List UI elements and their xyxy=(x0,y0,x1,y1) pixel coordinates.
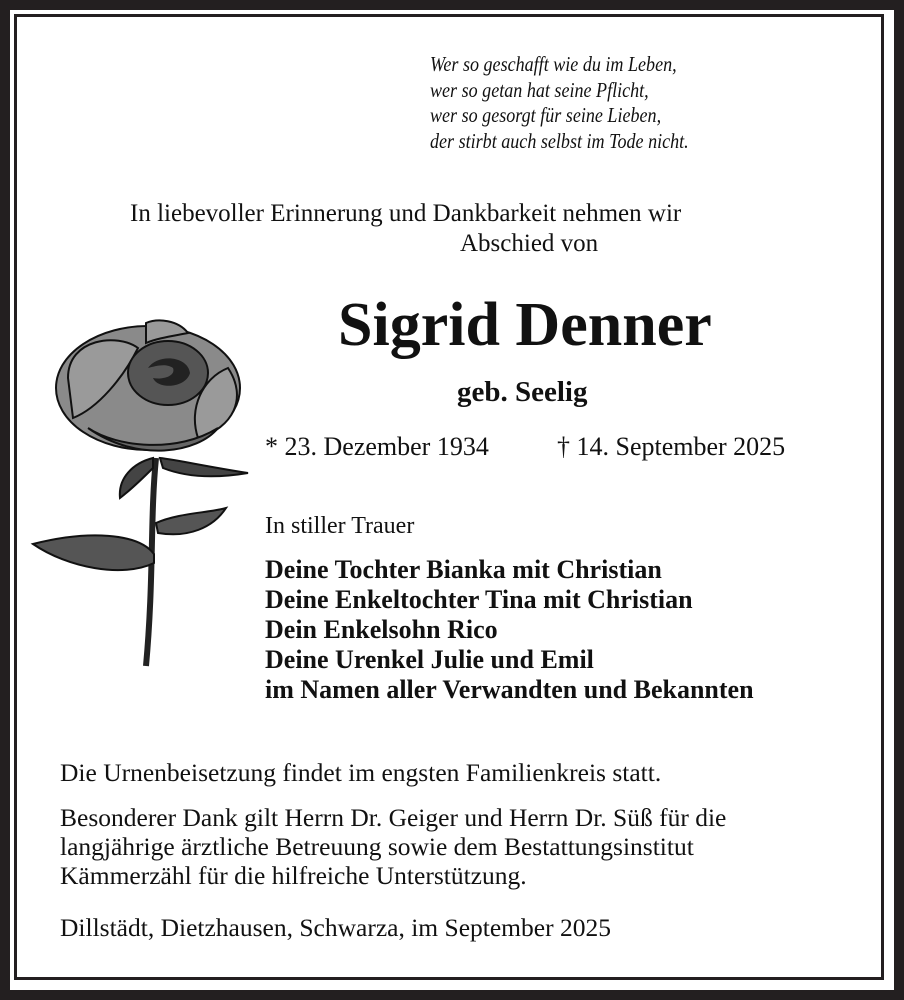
death-date: † 14. September 2025 xyxy=(557,432,786,461)
burial-notice xyxy=(60,758,661,787)
mourner: Dein Enkelsohn Rico xyxy=(265,615,498,644)
burial-text: Die Urnenbeisetzung findet im engsten Familienkreis statt. xyxy=(60,758,662,787)
poem-line: wer so gesorgt für seine Lieben, xyxy=(430,103,662,127)
mourner: Deine Urenkel Julie und Emil xyxy=(265,645,594,674)
thanks-line: langjährige ärztliche Betreuung sowie dem Bestattungsinstitut xyxy=(60,832,694,861)
place-date xyxy=(60,913,611,942)
poem-line: Wer so geschafft wie du im Leben, xyxy=(430,52,677,76)
rose-icon xyxy=(28,318,258,670)
maiden-name: geb. Seelig xyxy=(457,376,588,408)
intro-line-2: Abschied von xyxy=(460,230,599,257)
mourner: Deine Enkeltochter Tina mit Christian xyxy=(265,585,693,614)
mourner: im Namen aller Verwandten und Bekannten xyxy=(265,675,754,704)
thanks-paragraph xyxy=(60,803,726,890)
mourners-list xyxy=(265,555,754,705)
thanks-line: Kämmerzähl für die hilfreiche Unterstützung. xyxy=(60,861,527,890)
thanks-line: Besonderer Dank gilt Herrn Dr. Geiger und Herrn Dr. Süß für die xyxy=(60,803,727,832)
poem-line: der stirbt auch selbst im Tode nicht. xyxy=(430,128,689,153)
deceased-name: Sigrid Denner xyxy=(338,291,712,359)
mourners-heading: In stiller Trauer xyxy=(265,513,415,539)
birth-date: * 23. Dezember 1934 xyxy=(265,432,489,461)
place-date-text: Dillstädt, Dietzhausen, Schwarza, im September 2025 xyxy=(60,913,611,942)
intro-line-1: In liebevoller Erinnerung und Dankbarkeit nehmen wir xyxy=(130,200,682,227)
mourner: Deine Tochter Bianka mit Christian xyxy=(265,555,662,584)
poem-line: wer so getan hat seine Pflicht, xyxy=(430,77,649,102)
poem xyxy=(430,52,689,154)
